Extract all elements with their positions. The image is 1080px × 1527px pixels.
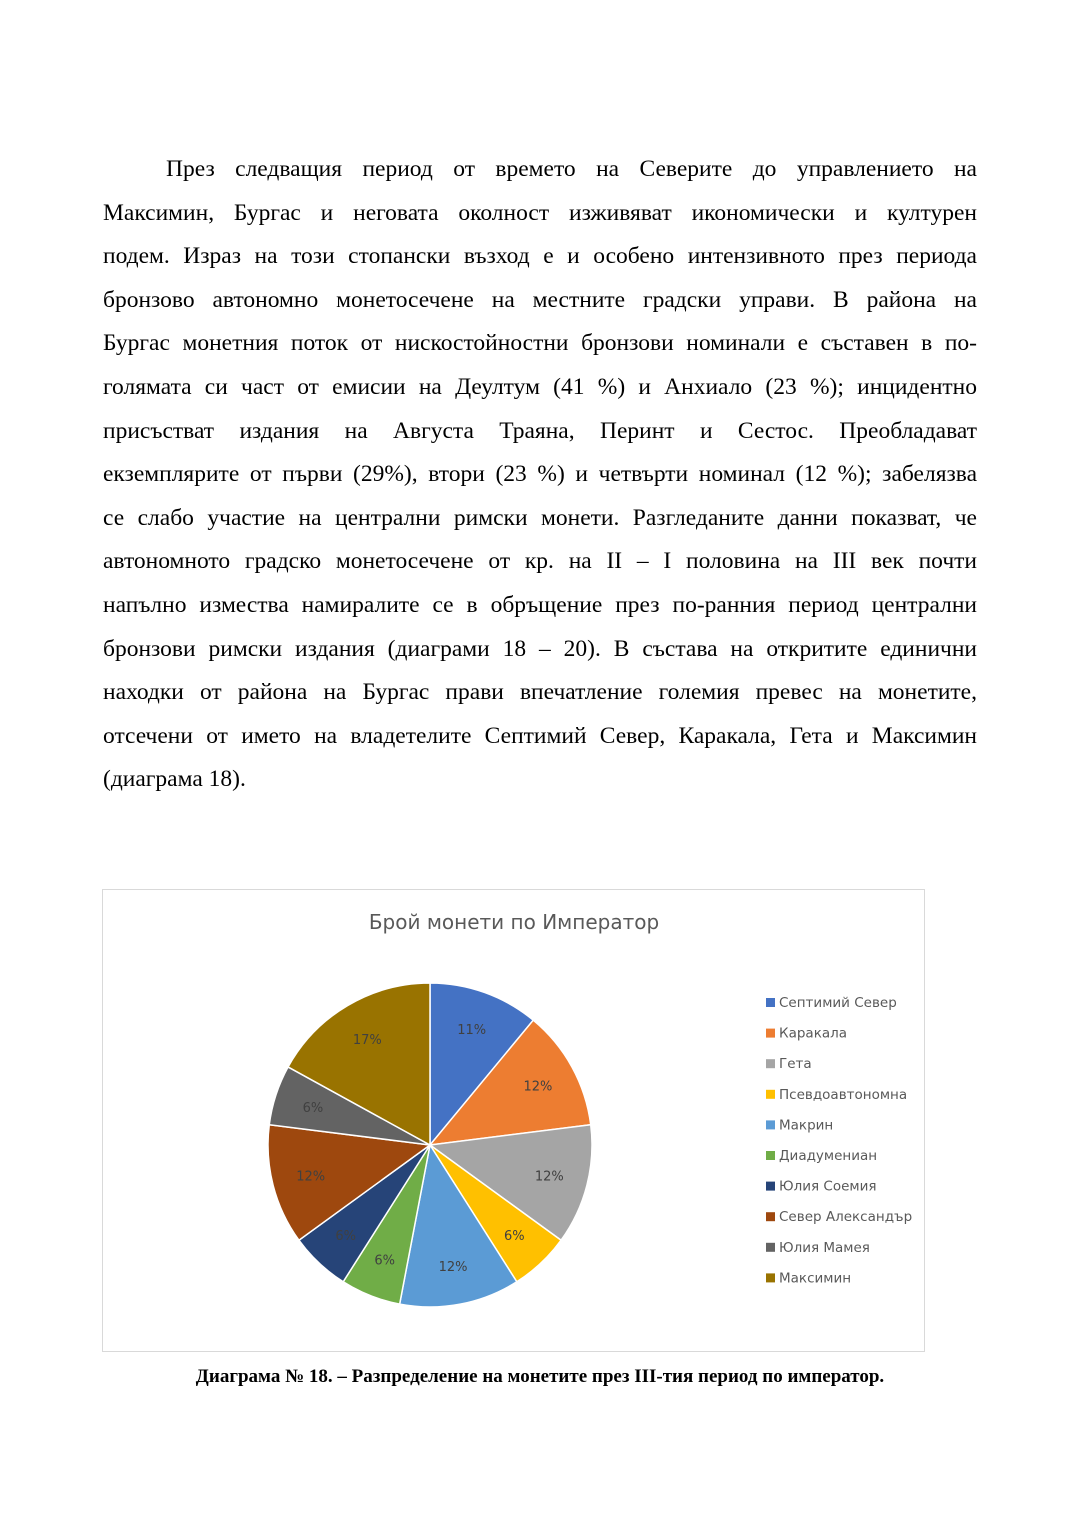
paragraph-line: присъстват издания на Августа Траяна, Перинт и Сестос. Преобладават	[103, 417, 977, 444]
legend-swatch	[766, 1120, 775, 1129]
pie-slices	[268, 983, 592, 1307]
legend-label: Гета	[779, 1056, 812, 1073]
pie-data-label: 6%	[302, 1101, 324, 1116]
legend-swatch	[766, 1243, 775, 1252]
paragraph-line: бронзови римски издания (диаграми 18 – 20). В състава на откритите единични	[103, 635, 977, 662]
figure-caption: Диаграма № 18. – Разпределение на монетите през III-тия период по император.	[195, 1366, 885, 1387]
chart-legend	[766, 995, 912, 1286]
paragraph-line: бронзово автономно монетосечене на местните градски управи. В района на	[103, 286, 977, 313]
legend-swatch	[766, 1151, 775, 1160]
paragraph-line: голямата си част от емисии на Деултум (41 %) и Анхиало (23 %); инцидентно	[103, 373, 977, 400]
paragraph-line: находки от района на Бургас прави впечатление големия превес на монетите,	[103, 679, 977, 706]
legend-label: Каракала	[779, 1025, 848, 1042]
pie-data-label: 12%	[534, 1169, 564, 1185]
legend-swatch	[766, 998, 775, 1007]
paragraph-line: През следващия период от времето на Северите до управлението на	[166, 156, 977, 182]
legend-label: Макрин	[779, 1117, 834, 1134]
paragraph-line: екземплярите от първи (29%), втори (23 %) и четвърти номинал (12 %); забелязва	[103, 461, 977, 488]
legend-label: Юлия Соемия	[779, 1178, 877, 1195]
pie-data-label: 12%	[523, 1079, 553, 1095]
legend-label: Максимин	[779, 1270, 852, 1287]
pie-chart	[103, 890, 926, 1353]
pie-data-label: 17%	[352, 1033, 382, 1048]
pie-chart-frame	[102, 889, 925, 1352]
pie-data-label: 6%	[335, 1228, 357, 1244]
paragraph-line: отсечени от името на владетелите Септимий Север, Каракала, Гета и Максимин	[103, 722, 977, 749]
legend-label: Север Александър	[779, 1209, 913, 1226]
pie-data-label: 6%	[374, 1253, 396, 1269]
legend-swatch	[766, 1090, 775, 1099]
paragraph-line: автономното градско монетосечене от кр. на II – I половина на III век почти	[103, 548, 977, 575]
body-paragraph	[103, 148, 977, 802]
pie-data-label: 12%	[296, 1169, 326, 1185]
paragraph-line: Бургас монетния поток от нискостойностни бронзови номинали е съставен в по-	[103, 330, 977, 357]
legend-label: Септимий Север	[779, 995, 897, 1011]
legend-label: Псевдоавтономна	[779, 1086, 908, 1103]
paragraph-line: напълно измества намиралите се в обръщение през по-ранния период централни	[103, 591, 977, 618]
paragraph-line: се слабо участие на централни римски монети. Разгледаните данни показват, че	[103, 504, 977, 531]
legend-label: Юлия Мамея	[779, 1239, 870, 1256]
legend-swatch	[766, 1029, 775, 1038]
legend-swatch	[766, 1059, 775, 1068]
pie-data-label: 12%	[438, 1259, 468, 1275]
chart-title: Брой монети по Император	[368, 910, 660, 934]
legend-swatch	[766, 1273, 775, 1282]
legend-swatch	[766, 1182, 775, 1191]
legend-label: Диадумениан	[779, 1148, 878, 1164]
paragraph-line: Максимин, Бургас и неговата околност изживяват икономически и културен	[103, 199, 977, 226]
pie-data-label: 11%	[457, 1023, 487, 1039]
paragraph-line: (диаграма 18).	[103, 766, 246, 793]
paragraph-line: подем. Израз на този стопански възход е и особено интензивното през периода	[103, 243, 977, 270]
legend-swatch	[766, 1212, 775, 1221]
pie-data-label: 6%	[503, 1228, 525, 1244]
